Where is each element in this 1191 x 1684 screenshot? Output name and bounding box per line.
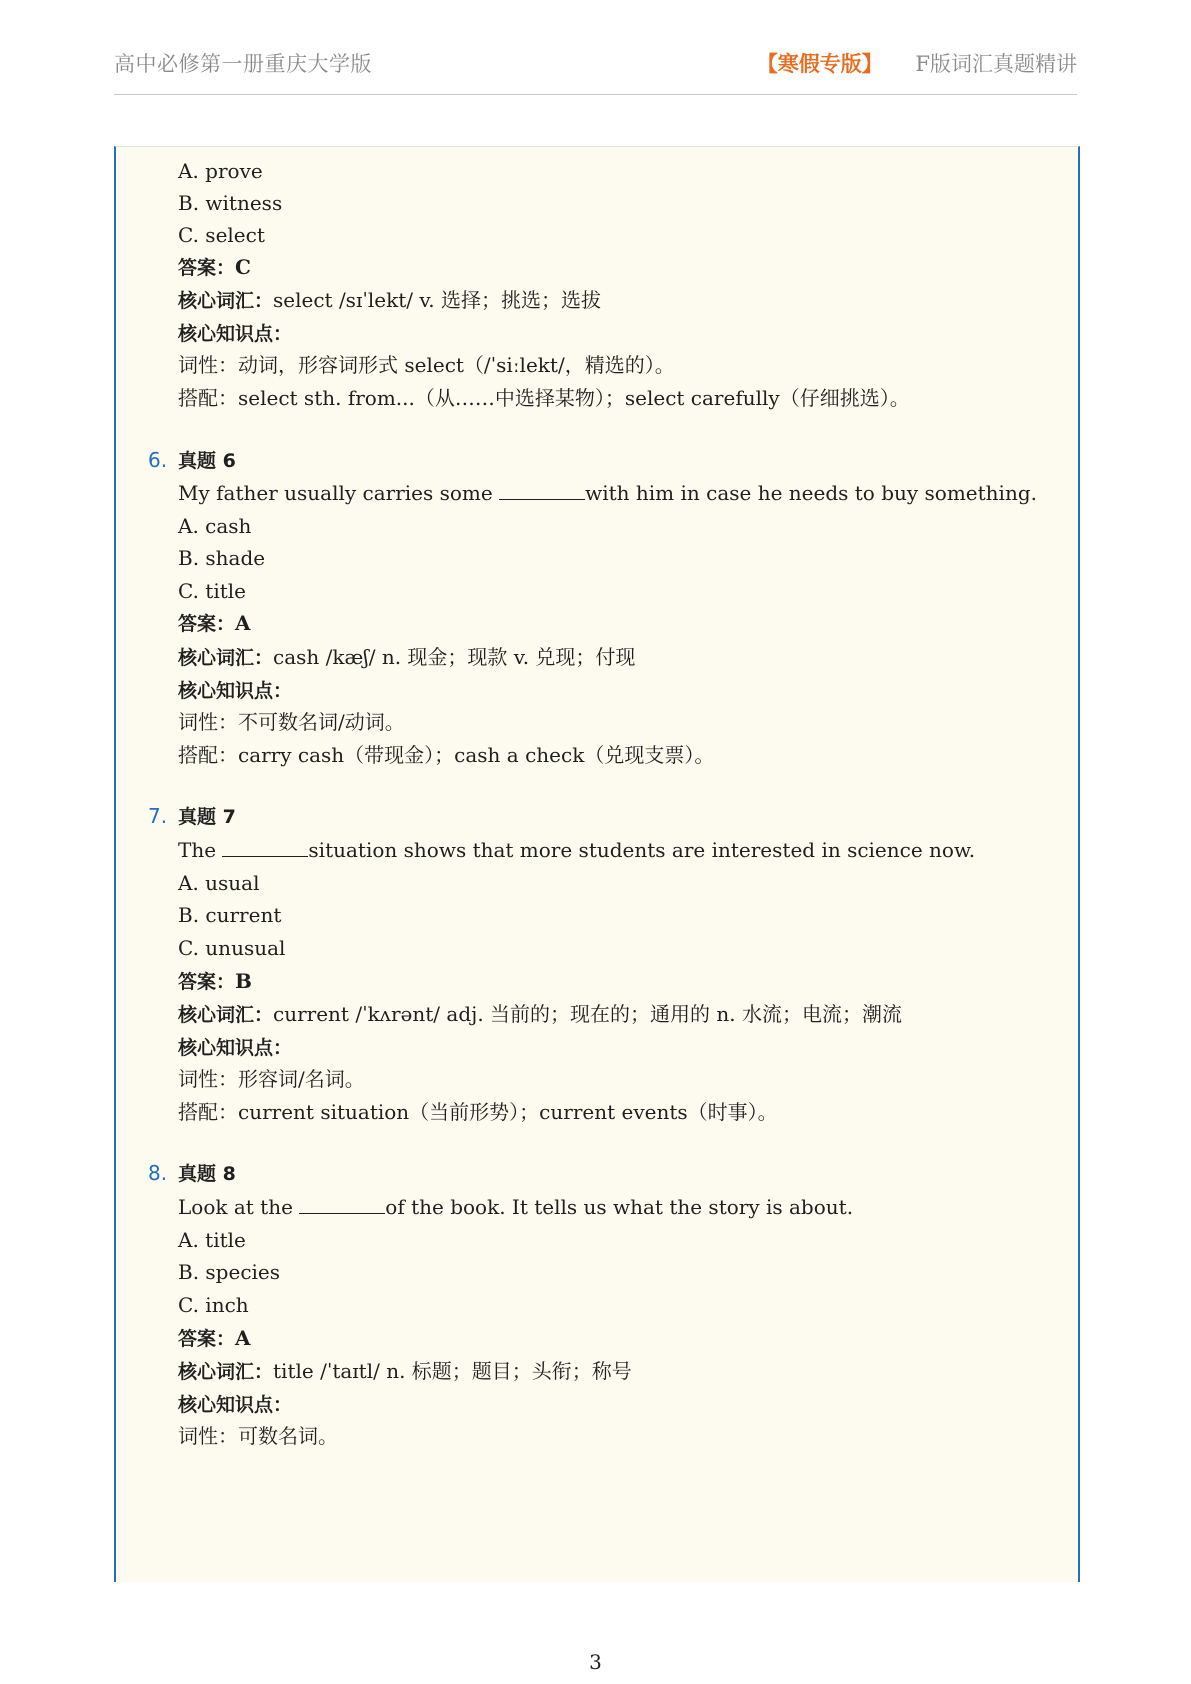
collocation-line: 搭配：carry cash（带现金）；cash a check（兑现支票）。 [178, 743, 715, 767]
page-number: 3 [589, 1650, 602, 1674]
blank [499, 479, 585, 500]
question-title: 真题 8 [178, 1163, 236, 1185]
option-a: A. cash [178, 514, 252, 538]
answer-line: 答案：A [178, 1326, 251, 1350]
header-right [757, 48, 1077, 78]
answer-line: 答案：A [178, 611, 251, 635]
core-vocab-line: 核心词汇：title /ˈtaɪtl/ n. 标题；题目；头衔；称号 [178, 1359, 632, 1383]
pos-line: 词性：不可数名词/动词。 [178, 710, 405, 734]
option-c: C. select [178, 223, 265, 247]
option-c: C. title [178, 579, 247, 603]
blank [222, 836, 308, 857]
question-stem: My father usually carries some with him in case he needs to buy something. [178, 481, 1037, 505]
blank [299, 1193, 385, 1214]
question-number: 7. [148, 804, 168, 828]
option-a: A. prove [178, 159, 263, 183]
answer-value: C [235, 255, 251, 279]
pos-line: 词性：动词，形容词形式 select（/ˈsiːlekt/，精选的）。 [178, 353, 675, 377]
question-title: 真题 7 [178, 806, 236, 828]
core-vocab-text: select /sɪˈlekt/ v. 选择；挑选；选拔 [273, 288, 601, 312]
knowledge-label: 核心知识点： [178, 323, 293, 345]
option-c: C. unusual [178, 936, 286, 960]
answer-line: 答案：B [178, 969, 252, 993]
knowledge-label: 核心知识点： [178, 680, 293, 702]
question-panel [114, 146, 1080, 1582]
pos-line: 词性：形容词/名词。 [178, 1067, 365, 1091]
question-number: 6. [148, 448, 168, 472]
book-title: 高中必修第一册重庆大学版 [114, 52, 372, 76]
knowledge-label: 核心知识点： [178, 1037, 293, 1059]
question-number: 8. [148, 1161, 168, 1185]
option-b: B. species [178, 1260, 281, 1284]
collocation-line: 搭配：current situation（当前形势）；current events（时事）。 [178, 1100, 778, 1124]
answer-label: 答案： [178, 257, 236, 279]
section-title: F版词汇真题精讲 [915, 52, 1077, 76]
option-b: B. current [178, 903, 282, 927]
core-vocab-label: 核心词汇： [178, 290, 274, 312]
option-b: B. witness [178, 191, 283, 215]
collocation-line: 搭配：select sth. from...（从……中选择某物）；select carefully（仔细挑选）。 [178, 386, 910, 410]
edition-badge: 【寒假专版】 [756, 52, 883, 76]
core-vocab-line [178, 286, 601, 315]
question-title: 真题 6 [178, 450, 236, 472]
answer-line [178, 253, 251, 282]
knowledge-label: 核心知识点： [178, 1394, 293, 1416]
core-vocab-line: 核心词汇：cash /kæʃ/ n. 现金；现款 v. 兑现；付现 [178, 645, 636, 669]
question-stem: Look at the of the book. It tells us what the story is about. [178, 1195, 854, 1219]
option-a: A. usual [178, 871, 260, 895]
page-header [114, 44, 1077, 95]
option-a: A. title [178, 1228, 246, 1252]
pos-line: 词性：可数名词。 [178, 1424, 338, 1448]
option-c: C. inch [178, 1293, 249, 1317]
question-stem: The situation shows that more students are interested in science now. [178, 838, 976, 862]
core-vocab-line: 核心词汇：current /ˈkʌrənt/ adj. 当前的；现在的；通用的 n. 水流；电流；潮流 [178, 1002, 902, 1026]
option-b: B. shade [178, 546, 266, 570]
